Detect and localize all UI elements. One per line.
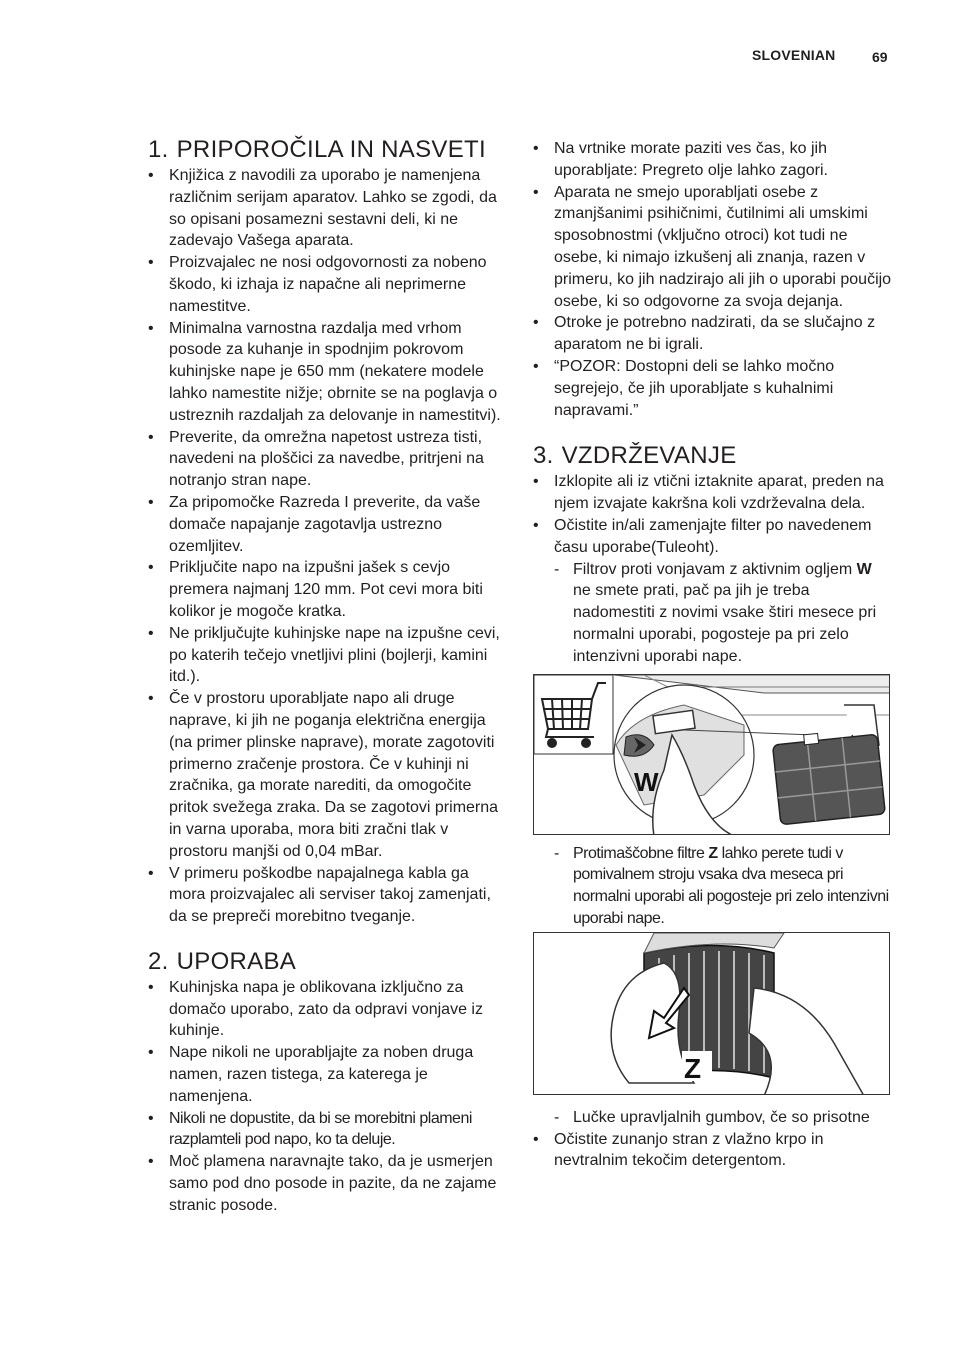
left-column: [148, 136, 508, 1217]
charcoal-filter-figure: [533, 674, 890, 835]
sub-list: [554, 559, 893, 668]
list-item: • Moč plamena naravnajte tako, da je usmerjen samo pod dno posode in pazite, da ne zajame stranic posode.: [148, 1151, 508, 1216]
list-item: • Nape nikoli ne uporabljajte za noben druga namen, razen tistega, za katerega je namenjena.: [148, 1042, 508, 1107]
section-3-list: [533, 471, 893, 667]
knobs-note: [554, 1107, 893, 1129]
list-item: • Če v prostoru uporabljate napo ali druge naprave, ki jih ne poganja električna energija (na primer plinske naprave), morate zagotoviti primerno zračenje prostora. Če v kuhinji ni zračnika, ga morate narediti, da omogočite pritok svežega zraka. Da se zagotovi primerna in varna uporaba, mora biti zračni tlak v prostoru manjši od 0,04 mBar.: [148, 688, 508, 862]
page-number: 69: [872, 49, 888, 65]
section-1-heading: 1. PRIPOROČILA IN NASVETI: [148, 136, 486, 163]
header-language: SLOVENIAN: [752, 47, 836, 63]
list-item: • Knjižica z navodili za uporabo je namenjena različnim serijam aparatov. Lahko se zgodi, da so opisani posamezni sestavni deli, ki ne zadevajo Vašega aparata.: [148, 165, 508, 252]
grease-filter-illustration: [534, 933, 890, 1095]
list-item: • Priključite napo na izpušni jašek s cevjo premera najmanj 120 mm. Pot cevi mora biti kolikor je mogoče kratka.: [148, 557, 508, 622]
grease-filter-note: [554, 843, 893, 930]
sub-list-item: - Lučke upravljalnih gumbov, če so prisotne: [554, 1107, 893, 1129]
list-item: • Kuhinjska napa je oblikovana izključno za domačo uporabo, zato da odpravi vonjave iz kuhinje.: [148, 977, 508, 1042]
list-item: • Nikoli ne dopustite, da bi se morebitni plameni razplamteli pod napo, ko ta deluje.: [148, 1108, 508, 1152]
list-item: • Proizvajalec ne nosi odgovornosti za nobeno škodo, ki izhaja iz napačne ali neprimerne namestitve.: [148, 252, 508, 317]
section-1-list: [148, 165, 508, 928]
list-item: • Minimalna varnostna razdalja med vrhom posode za kuhanje in spodnjim pokrovom kuhinjske nape je 650 mm (nekatere modele lahko namestite nižje; obrnite se na poglavja o ustreznih razdaljah za delovanje in namestitvi).: [148, 318, 508, 427]
figure-label-w: W: [634, 766, 659, 797]
list-item: • Izklopite ali iz vtični iztaknite aparat, preden na njem izvajate kakršna koli vzdrževalna dela.: [533, 471, 893, 515]
list-item: • Aparata ne smejo uporabljati osebe z zmanjšanimi psihičnimi, čutilnimi ali umskimi sposobnostmi (vključno otroci) kot tudi ne osebe, ki nimajo izkušenj ali znanja, razen v primeru, ko jih nadzirajo ali jih o uporabi poučijo osebe, ki so odgovorne za svoja dejanja.: [533, 182, 893, 313]
sub-list-item: - Protimaščobne filtre Z lahko perete tudi v pomivalnem stroju vsaka dva meseca pri normalni uporabi ali pogosteje pri zelo intenzivni uporabi nape.: [554, 843, 893, 930]
list-item: • Preverite, da omrežna napetost ustreza tisti, navedeni na ploščici za navedbe, pritrjeni na notranjo stran nape.: [148, 427, 508, 492]
list-item: • Očistite in/ali zamenjajte filter po navedenem času uporabe(Tuleoht). - Filtrov proti vonjavam z aktivnim ogljem W ne smete prati, pač pa jih je treba nadomestiti z novimi vsake štiri mesece pri normalni uporabi, pogosteje pa pri zelo intenzivni uporabi nape.: [533, 515, 893, 668]
section-2-list-continued: [533, 138, 893, 421]
grease-filter-figure: [533, 932, 890, 1095]
sub-list-item: - Filtrov proti vonjavam z aktivnim ogljem W ne smete prati, pač pa jih je treba nadomestiti z novimi vsake štiri mesece pri normalni uporabi, pogosteje pa pri zelo intenzivni uporabi nape.: [554, 559, 893, 668]
exterior-note: [533, 1129, 893, 1173]
list-item: • “POZOR: Dostopni deli se lahko močno segrejejo, če jih uporabljate s kuhalnimi napravami.”: [533, 356, 893, 421]
section-2-heading: 2. UPORABA: [148, 947, 297, 975]
section-2-list: [148, 977, 508, 1217]
list-item: • Za pripomočke Razreda I preverite, da vaše domače napajanje zagotavlja ustrezno ozemljitev.: [148, 492, 508, 557]
list-item: • Otroke je potrebno nadzirati, da se slučajno z aparatom ne bi igrali.: [533, 312, 893, 356]
list-item: • Na vrtnike morate paziti ves čas, ko jih uporabljate: Pregreto olje lahko zagori.: [533, 138, 893, 182]
list-item: • Ne priključujte kuhinjske nape na izpušne cevi, po katerih tečejo vnetljivi plini (bojlerji, kamini itd.).: [148, 623, 508, 688]
charcoal-filter-illustration: [534, 675, 890, 835]
list-item: • V primeru poškodbe napajalnega kabla ga mora proizvajalec ali serviser takoj zamenjati, da se prepreči morebitno tveganje.: [148, 863, 508, 928]
figure-label-z: Z: [684, 1052, 702, 1084]
section-3-heading: 3. VZDRŽEVANJE: [533, 442, 737, 470]
right-column: [533, 138, 893, 1172]
list-item: • Očistite zunanjo stran z vlažno krpo in nevtralnim tekočim detergentom.: [533, 1129, 893, 1173]
